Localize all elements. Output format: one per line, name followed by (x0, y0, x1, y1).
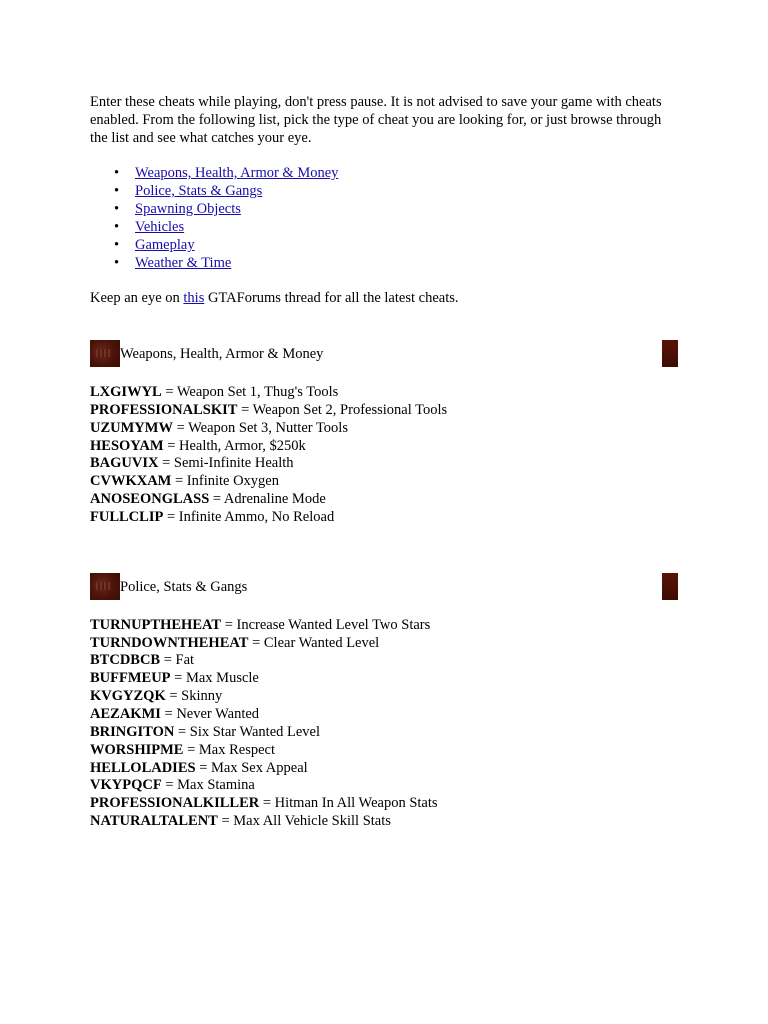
cheat-row (90, 742, 690, 760)
toc-link-weapons[interactable]: Weapons, Health, Armor & Money (135, 165, 339, 181)
toc-link-vehicles[interactable]: Vehicles (135, 219, 185, 235)
cheat-code: PROFESSIONALKILLER (90, 795, 260, 812)
cheat-code: TURNUPTHEHEAT (90, 616, 222, 633)
cheat-code: ANOSEONGLASS (90, 491, 210, 508)
cheat-effect: = Infinite Oxygen (171, 473, 279, 490)
list-item (114, 164, 690, 182)
forum-note-after: GTAForums thread for all the latest cheats. (204, 290, 459, 306)
cheat-row (90, 652, 690, 670)
cheat-row (90, 795, 690, 813)
cheat-code: AEZAKMI (90, 705, 161, 722)
cheat-effect: = Never Wanted (160, 705, 260, 722)
cheat-effect: = Max Sex Appeal (195, 759, 308, 776)
cheat-row (90, 688, 690, 706)
cheat-row (90, 760, 690, 778)
cheat-row (90, 813, 690, 831)
cheat-row (90, 670, 690, 688)
cheat-row (90, 473, 690, 491)
cheat-row (90, 491, 690, 509)
cheat-code: VKYPQCF (90, 777, 162, 794)
section-header-police (90, 573, 678, 601)
cheat-row (90, 455, 690, 473)
section-title: Weapons, Health, Armor & Money (120, 346, 324, 362)
list-item (114, 200, 690, 218)
cheat-code: LXGIWYL (90, 384, 162, 400)
cheat-effect: = Max Respect (183, 741, 275, 758)
cheat-row (90, 420, 690, 438)
cheat-code: KVGYZQK (90, 688, 166, 705)
bullet-icon: • (114, 219, 120, 235)
cheat-category-list (90, 164, 690, 272)
cheat-effect: = Max Stamina (161, 777, 255, 794)
cheat-effect: = Fat (160, 652, 195, 669)
cheat-list-weapons (90, 384, 690, 527)
cheat-effect: = Weapon Set 3, Nutter Tools (172, 419, 348, 436)
cheat-row (90, 706, 690, 724)
list-item (114, 218, 690, 236)
cheat-code: HELLOLADIES (90, 759, 196, 776)
cheat-effect: = Weapon Set 1, Thug's Tools (161, 384, 339, 400)
bullet-icon: • (114, 237, 120, 253)
list-item (114, 182, 690, 200)
toc-link-spawning[interactable]: Spawning Objects (135, 201, 241, 217)
cheat-row (90, 509, 690, 527)
cheat-row (90, 724, 690, 742)
cheat-effect: = Weapon Set 2, Professional Tools (237, 401, 448, 418)
bullet-icon: • (114, 165, 120, 181)
cheat-effect: = Hitman In All Weapon Stats (259, 795, 438, 812)
toc-link-police[interactable]: Police, Stats & Gangs (135, 183, 263, 199)
intro-paragraph: Enter these cheats while playing, don't press pause. It is not advised to save your game with cheats enabled. From the following list, pick the type of cheat you are looking for, or just browse through the list and see what catches your eye. (90, 94, 662, 146)
forum-thread-link[interactable]: this (183, 290, 205, 306)
cheat-code: UZUMYMW (90, 419, 173, 436)
section-end-thumbnail-icon (662, 340, 678, 367)
cheat-row (90, 384, 690, 402)
cheat-effect: = Max Muscle (170, 670, 259, 687)
cheat-effect: = Semi-Infinite Health (158, 455, 294, 472)
cheat-list-police (90, 617, 690, 831)
section-thumbnail-icon (90, 340, 120, 367)
cheat-code: BAGUVIX (90, 455, 159, 472)
section-end-thumbnail-icon (662, 573, 678, 600)
cheat-code: HESOYAM (90, 437, 164, 454)
toc-link-gameplay[interactable]: Gameplay (135, 237, 195, 253)
cheat-code: WORSHIPME (90, 741, 184, 758)
cheat-code: PROFESSIONALSKIT (90, 401, 238, 418)
cheat-code: BUFFMEUP (90, 670, 171, 687)
cheat-code: BRINGITON (90, 723, 175, 740)
cheat-row (90, 402, 690, 420)
cheat-effect: = Increase Wanted Level Two Stars (221, 616, 431, 633)
section-thumbnail-icon (90, 573, 120, 600)
bullet-icon: • (114, 255, 120, 271)
cheat-effect: = Infinite Ammo, No Reload (163, 508, 335, 525)
cheat-code: NATURALTALENT (90, 813, 218, 830)
section-title: Police, Stats & Gangs (120, 578, 248, 595)
toc-link-weather[interactable]: Weather & Time (135, 255, 232, 271)
list-item (114, 254, 690, 272)
cheat-row (90, 777, 690, 795)
bullet-icon: • (114, 201, 120, 217)
cheat-effect: = Skinny (165, 688, 223, 705)
list-item (114, 236, 690, 254)
cheat-effect: = Clear Wanted Level (248, 634, 380, 651)
forum-note-before: Keep an eye on (90, 290, 184, 306)
cheat-effect: = Health, Armor, $250k (163, 437, 306, 454)
cheat-code: TURNDOWNTHEHEAT (90, 634, 249, 651)
forum-note (90, 289, 690, 307)
cheat-effect: = Adrenaline Mode (209, 491, 326, 508)
cheat-row (90, 617, 690, 635)
section-header-weapons (90, 340, 678, 368)
cheat-code: CVWKXAM (90, 473, 172, 490)
cheat-code: FULLCLIP (90, 508, 164, 525)
document-body (90, 93, 690, 831)
cheat-code: BTCDBCB (90, 652, 161, 669)
cheat-row (90, 635, 690, 653)
cheat-row (90, 438, 690, 456)
cheat-effect: = Six Star Wanted Level (174, 723, 321, 740)
bullet-icon: • (114, 183, 120, 199)
cheat-effect: = Max All Vehicle Skill Stats (217, 813, 391, 830)
